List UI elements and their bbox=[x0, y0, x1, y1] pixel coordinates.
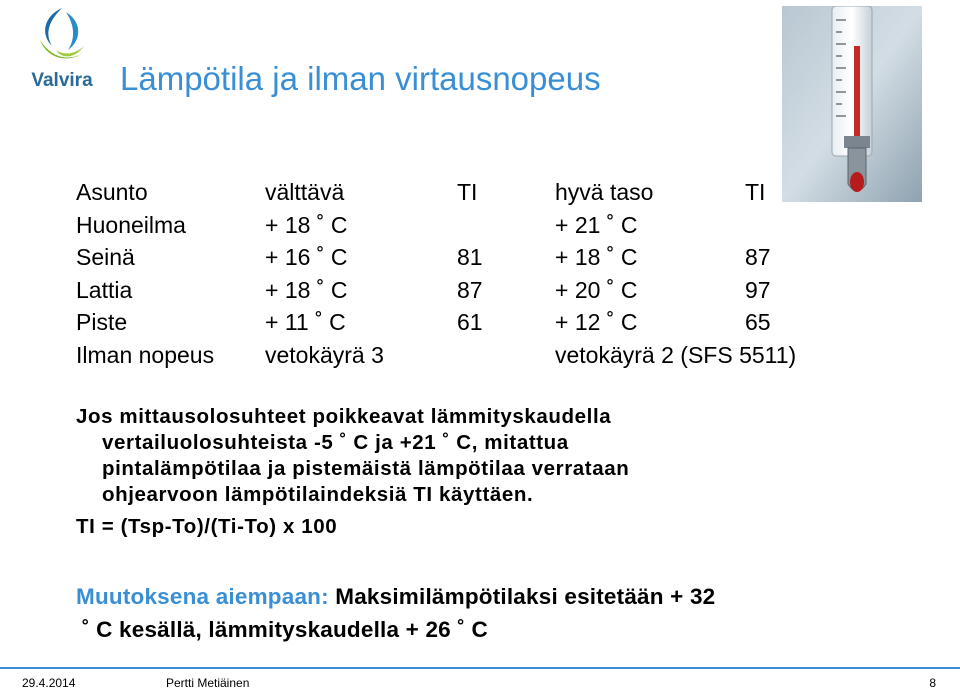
change-note bbox=[76, 580, 715, 646]
table-cell: + 20 ˚ C bbox=[555, 276, 638, 303]
paragraph-line: Jos mittausolosuhteet poikkeavat lämmityskaudella bbox=[76, 405, 612, 428]
table-cell: vetokäyrä 2 (SFS 5511) bbox=[555, 341, 797, 368]
table-cell: vetokäyrä 3 bbox=[265, 341, 384, 368]
paragraph-line: pintalämpötilaa ja pistemäistä lämpötilaa verrataan bbox=[102, 457, 630, 480]
table-cell: 87 bbox=[457, 276, 483, 303]
paragraph-line: ohjearvoon lämpötilaindeksiä TI käyttäen. bbox=[102, 483, 534, 506]
paragraph-line: vertailuolosuhteista -5 ˚ C ja +21 ˚ C, mitattua bbox=[102, 431, 569, 454]
table-cell: Ilman nopeus bbox=[76, 341, 215, 368]
logo-text: Valvira bbox=[31, 70, 93, 91]
table-cell: Huoneilma bbox=[76, 211, 186, 238]
table-cell: Seinä bbox=[76, 244, 135, 271]
change-line bbox=[76, 580, 715, 613]
table-cell: + 12 ˚ C bbox=[555, 309, 638, 336]
ti-formula: TI = (Tsp-To)/(Ti-To) x 100 bbox=[76, 515, 338, 538]
table-cell: 97 bbox=[745, 276, 771, 303]
footer-author: Pertti Metiäinen bbox=[166, 676, 250, 690]
table-cell: + 21 ˚ C bbox=[555, 211, 638, 238]
table-cell: TI bbox=[457, 179, 478, 205]
table-cell: 81 bbox=[457, 244, 483, 271]
valvira-logo bbox=[22, 6, 102, 98]
footer-divider bbox=[0, 667, 960, 669]
change-text: Maksimilämpötilaksi esitetään + 32 bbox=[328, 584, 716, 609]
table-cell: + 18 ˚ C bbox=[265, 211, 348, 238]
thermometer-photo bbox=[782, 6, 922, 202]
table-cell: Piste bbox=[76, 309, 128, 336]
change-line: ˚ C kesällä, lämmityskaudella + 26 ˚ C bbox=[82, 617, 488, 642]
slide-title: Lämpötila ja ilman virtausnopeus bbox=[120, 60, 601, 97]
table-cell: + 16 ˚ C bbox=[265, 244, 348, 271]
table-cell: + 18 ˚ C bbox=[555, 244, 638, 271]
table-cell: Lattia bbox=[76, 276, 133, 303]
table-cell: 65 bbox=[745, 309, 771, 336]
footer-date: 29.4.2014 bbox=[22, 676, 76, 690]
change-label: Muutoksena aiempaan: bbox=[76, 584, 329, 609]
table-cell: välttävä bbox=[265, 179, 345, 205]
table-cell: 87 bbox=[745, 244, 771, 271]
table-cell: + 18 ˚ C bbox=[265, 276, 348, 303]
table-cell: TI bbox=[745, 179, 766, 205]
table-cell: Asunto bbox=[76, 179, 148, 205]
valvira-logo-icon bbox=[30, 6, 94, 68]
explanation-paragraph bbox=[76, 404, 936, 508]
table-cell: 61 bbox=[457, 309, 483, 336]
table-cell: + 11 ˚ C bbox=[265, 309, 346, 336]
page-number: 8 bbox=[929, 676, 936, 690]
table-cell: hyvä taso bbox=[555, 179, 654, 205]
